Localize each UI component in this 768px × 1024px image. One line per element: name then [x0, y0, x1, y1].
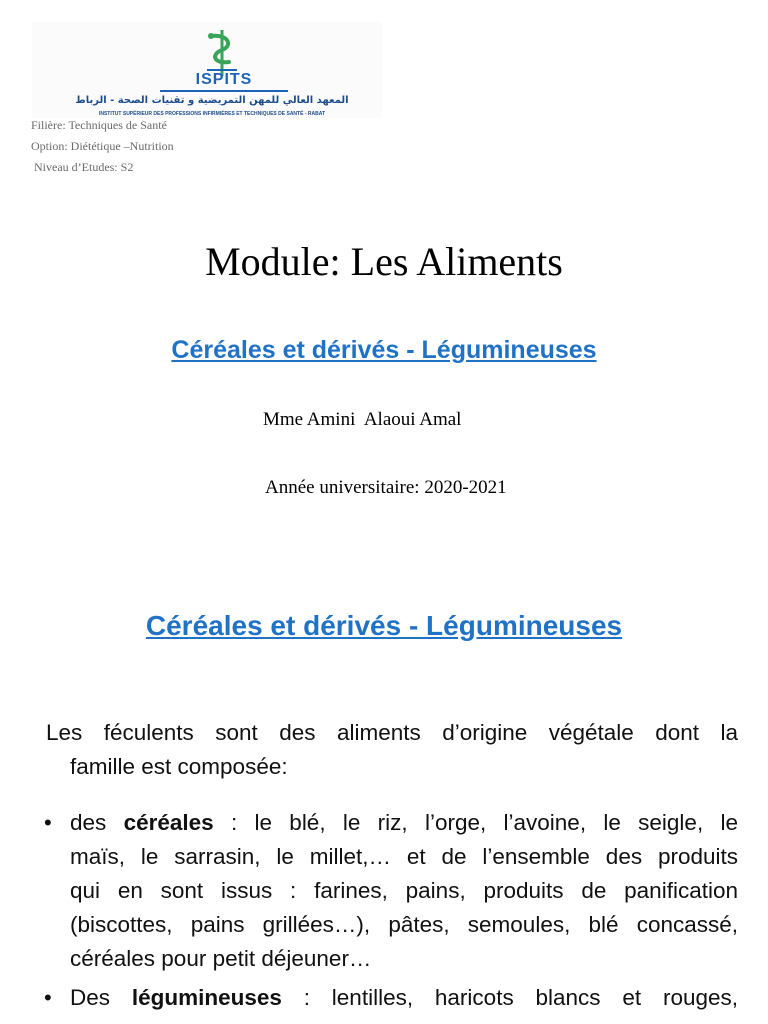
- bullet-prefix: Des: [70, 985, 132, 1010]
- bullet-prefix: des: [70, 810, 124, 835]
- bullet-line: (biscottes, pains grillées…), pâtes, semoules, blé concassé,: [70, 912, 738, 937]
- slide-heading: Céréales et dérivés - Légumineuses: [145, 610, 623, 641]
- logo-divider: [160, 90, 288, 92]
- bullet-term: céréales: [123, 810, 214, 835]
- module-title: Module: Les Aliments: [205, 239, 563, 284]
- bullet-icon: •: [44, 810, 52, 835]
- logo-french-name: INSTITUT SUPÉRIEUR DES PROFESSIONS INFIRMIÈRES ET TECHNIQUES DE SANTÉ - RABAT: [98, 111, 326, 117]
- institution-logo: [32, 22, 382, 118]
- list-item: [44, 981, 739, 1015]
- meta-option: Option: Diététique –Nutrition: [31, 139, 174, 153]
- author-name: Mme Amini Alaoui Amal: [263, 409, 462, 430]
- meta-niveau: Niveau d’Etudes: S2: [34, 160, 134, 174]
- bullet-text: : le blé, le riz, l’orge, l’avoine, le seigle, le: [213, 810, 738, 835]
- meta-filiere: Filière: Techniques de Santé: [31, 118, 167, 132]
- bullet-line: qui en sont issus : farines, pains, produits de panification: [70, 878, 738, 903]
- bullet-line: [70, 981, 738, 1015]
- bullet-line: [70, 806, 738, 840]
- bullet-line: céréales pour petit déjeuner…: [70, 946, 372, 971]
- academic-year: Année universitaire: 2020-2021: [265, 477, 507, 498]
- bullet-term: légumineuses: [131, 985, 282, 1010]
- intro-paragraph: [46, 716, 738, 784]
- module-subtitle: Céréales et dérivés - Légumineuses: [171, 336, 597, 364]
- bullet-icon: •: [44, 985, 52, 1010]
- logo-acronym: ISPITS: [195, 71, 253, 88]
- intro-line: Les féculents sont des aliments d’origine végétale dont la: [46, 720, 738, 745]
- list-item: [44, 806, 738, 976]
- intro-line: famille est composée:: [70, 754, 288, 779]
- logo-arabic-name: المعهد العالي للمهن التمريضية و تقنيات الصحة - الرباط: [75, 95, 349, 106]
- bullet-text: : lentilles, haricots blancs et rouges,: [281, 985, 739, 1010]
- bullet-line: maïs, le sarrasin, le millet,… et de l’ensemble des produits: [70, 844, 738, 869]
